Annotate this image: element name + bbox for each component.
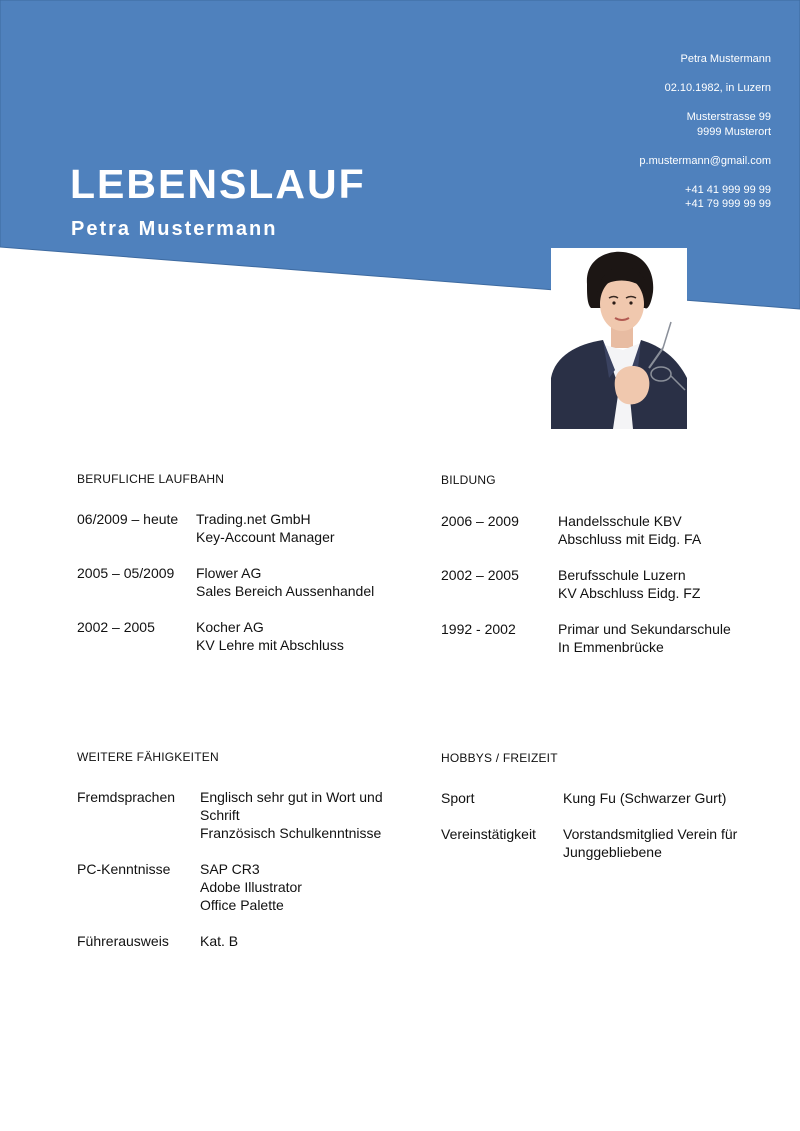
hobbies-section-title: HOBBYS / FREIZEIT — [441, 751, 558, 765]
education-period: 1992 - 2002 — [441, 621, 516, 637]
career-period: 06/2009 – heute — [77, 511, 179, 527]
skill-line: Adobe Illustrator — [200, 879, 302, 895]
skill-line: SAP CR3 — [200, 861, 260, 877]
skill-label: Fremdsprachen — [77, 789, 176, 805]
skill-label: Führerausweis — [77, 933, 169, 949]
education-degree: Abschluss mit Eidg. FA — [558, 531, 702, 547]
hobby-label: Vereinstätigkeit — [441, 826, 536, 842]
contact-email[interactable]: p.mustermann@gmail.com — [639, 154, 771, 167]
skill-line: Kat. B — [200, 933, 239, 949]
skill-label: PC-Kenntnisse — [77, 861, 171, 877]
education-school: Handelsschule KBV — [558, 513, 682, 529]
education-school: Berufsschule Luzern — [558, 567, 686, 583]
skill-line: Englisch sehr gut in Wort und — [200, 789, 383, 805]
education-period: 2006 – 2009 — [441, 513, 519, 529]
contact-city: 9999 Musterort — [697, 125, 771, 138]
career-company: Trading.net GmbH — [196, 511, 311, 527]
skill-line: Schrift — [200, 807, 240, 823]
career-company: Flower AG — [196, 565, 262, 581]
education-degree: In Emmenbrücke — [558, 639, 664, 655]
education-period: 2002 – 2005 — [441, 567, 519, 583]
skill-line: Office Palette — [200, 897, 284, 913]
hobby-label: Sport — [441, 790, 475, 806]
contact-name: Petra Mustermann — [680, 53, 771, 65]
contact-birth: 02.10.1982, in Luzern — [664, 82, 771, 94]
person-name: Petra Mustermann — [71, 218, 278, 240]
career-company: Kocher AG — [196, 619, 264, 635]
career-section-title: BERUFLICHE LAUFBAHN — [77, 472, 225, 486]
career-period: 2005 – 05/2009 — [77, 565, 175, 581]
contact-block — [471, 52, 771, 226]
portrait-photo — [551, 248, 687, 429]
contact-street: Musterstrasse 99 — [686, 111, 771, 123]
hobby-line: Junggebliebene — [563, 844, 662, 860]
career-role: KV Lehre mit Abschluss — [196, 637, 344, 653]
skill-line: Französisch Schulkenntnisse — [200, 825, 382, 841]
page-title: LEBENSLAUF — [70, 161, 366, 207]
education-degree: KV Abschluss Eidg. FZ — [558, 585, 701, 601]
hobby-line: Vorstandsmitglied Verein für — [563, 826, 738, 842]
skills-section-title: WEITERE FÄHIGKEITEN — [77, 750, 219, 764]
contact-phone-1: +41 41 999 99 99 — [685, 183, 771, 196]
career-role: Sales Bereich Aussenhandel — [196, 583, 375, 599]
career-period: 2002 – 2005 — [77, 619, 155, 635]
hobby-line: Kung Fu (Schwarzer Gurt) — [563, 790, 727, 806]
education-school: Primar und Sekundarschule — [558, 621, 731, 637]
career-role: Key-Account Manager — [196, 529, 335, 545]
contact-phone-2: +41 79 999 99 99 — [685, 198, 771, 210]
education-section-title: BILDUNG — [441, 473, 496, 487]
